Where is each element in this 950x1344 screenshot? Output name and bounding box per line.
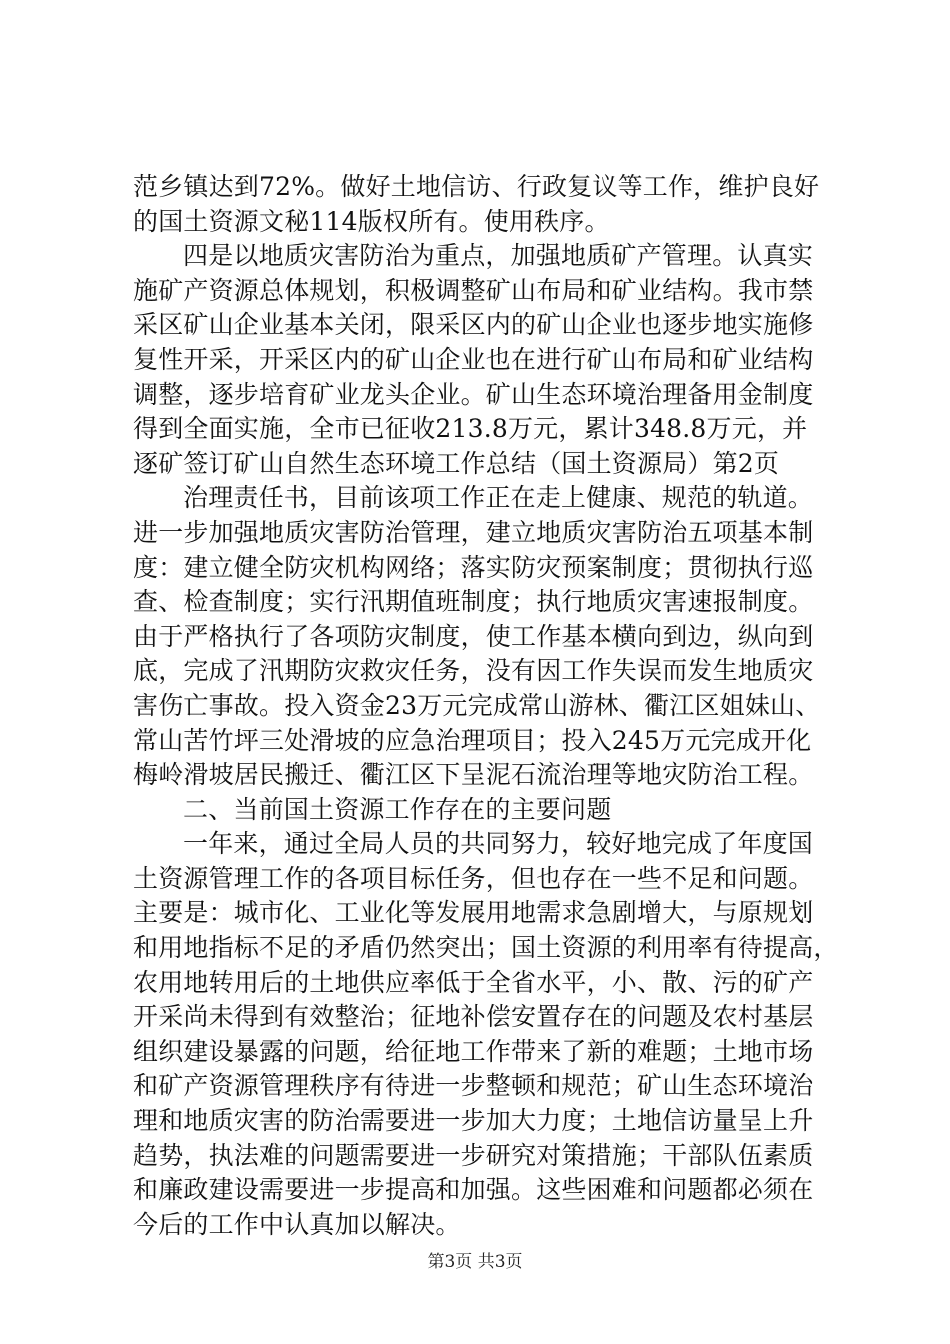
text-line: 害伤亡事故。投入资金23万元完成常山游林、衢江区姐妹山、	[133, 690, 821, 720]
text-line: 施矿产资源总体规划，积极调整矿山布局和矿业结构。我市禁	[133, 275, 814, 305]
page-footer: 第3页 共3页	[427, 1252, 523, 1272]
text-line: 逐矿签订矿山自然生态环境工作总结（国土资源局）第2页	[133, 448, 780, 478]
text-line: 进一步加强地质灾害防治管理，建立地质灾害防治五项基本制	[133, 517, 814, 547]
text-line: 和廉政建设需要进一步提高和加强。这些困难和问题都必须在	[133, 1175, 814, 1205]
text-line: 今后的工作中认真加以解决。	[133, 1209, 461, 1239]
text-line: 理和地质灾害的防治需要进一步加大力度；土地信访量呈上升	[133, 1106, 814, 1136]
text-line: 主要是：城市化、工业化等发展用地需求急剧增大，与原规划	[133, 898, 814, 928]
text-line: 土资源管理工作的各项目标任务，但也存在一些不足和问题。	[133, 863, 814, 893]
text-line: 四是以地质灾害防治为重点，加强地质矿产管理。认真实	[183, 241, 814, 271]
text-line: 和用地指标不足的矛盾仍然突出；国土资源的利用率有待提高，	[133, 933, 839, 963]
text-line: 常山苦竹坪三处滑坡的应急治理项目；投入245万元完成开化	[133, 725, 812, 755]
text-line: 一年来，通过全局人员的共同努力，较好地完成了年度国	[183, 829, 814, 859]
text-line: 复性开采，开采区内的矿山企业也在进行矿山布局和矿业结构	[133, 344, 814, 374]
text-line: 得到全面实施，全市已征收213.8万元，累计348.8万元，并	[133, 414, 808, 444]
text-line: 调整，逐步培育矿业龙头企业。矿山生态环境治理备用金制度	[133, 379, 814, 409]
text-line: 农用地转用后的土地供应率低于全省水平，小、散、污的矿产	[133, 967, 814, 997]
text-line: 治理责任书，目前该项工作正在走上健康、规范的轨道。	[183, 483, 814, 513]
text-line: 查、检查制度；实行汛期值班制度；执行地质灾害速报制度。	[133, 587, 814, 617]
text-line: 由于严格执行了各项防灾制度，使工作基本横向到边，纵向到	[133, 621, 814, 651]
text-line: 的国土资源文秘114版权所有。使用秩序。	[133, 206, 610, 236]
text-line: 和矿产资源管理秩序有待进一步整顿和规范；矿山生态环境治	[133, 1071, 814, 1101]
text-line: 度：建立健全防灾机构网络；落实防灾预案制度；贯彻执行巡	[133, 552, 814, 582]
text-line: 二、当前国土资源工作存在的主要问题	[183, 794, 612, 824]
text-line: 采区矿山企业基本关闭，限采区内的矿山企业也逐步地实施修	[133, 310, 814, 340]
text-line: 开采尚未得到有效整治；征地补偿安置存在的问题及农村基层	[133, 1002, 814, 1032]
text-line: 底，完成了汛期防灾救灾任务，没有因工作失误而发生地质灾	[133, 656, 814, 686]
text-line: 趋势，执法难的问题需要进一步研究对策措施；干部队伍素质	[133, 1140, 814, 1170]
text-line: 范乡镇达到72%。做好土地信访、行政复议等工作，维护良好	[133, 172, 820, 201]
document-body	[133, 170, 839, 1242]
text-line: 组织建设暴露的问题，给征地工作带来了新的难题；土地市场	[133, 1036, 814, 1066]
text-line: 梅岭滑坡居民搬迁、衢江区下呈泥石流治理等地灾防治工程。	[133, 760, 814, 790]
